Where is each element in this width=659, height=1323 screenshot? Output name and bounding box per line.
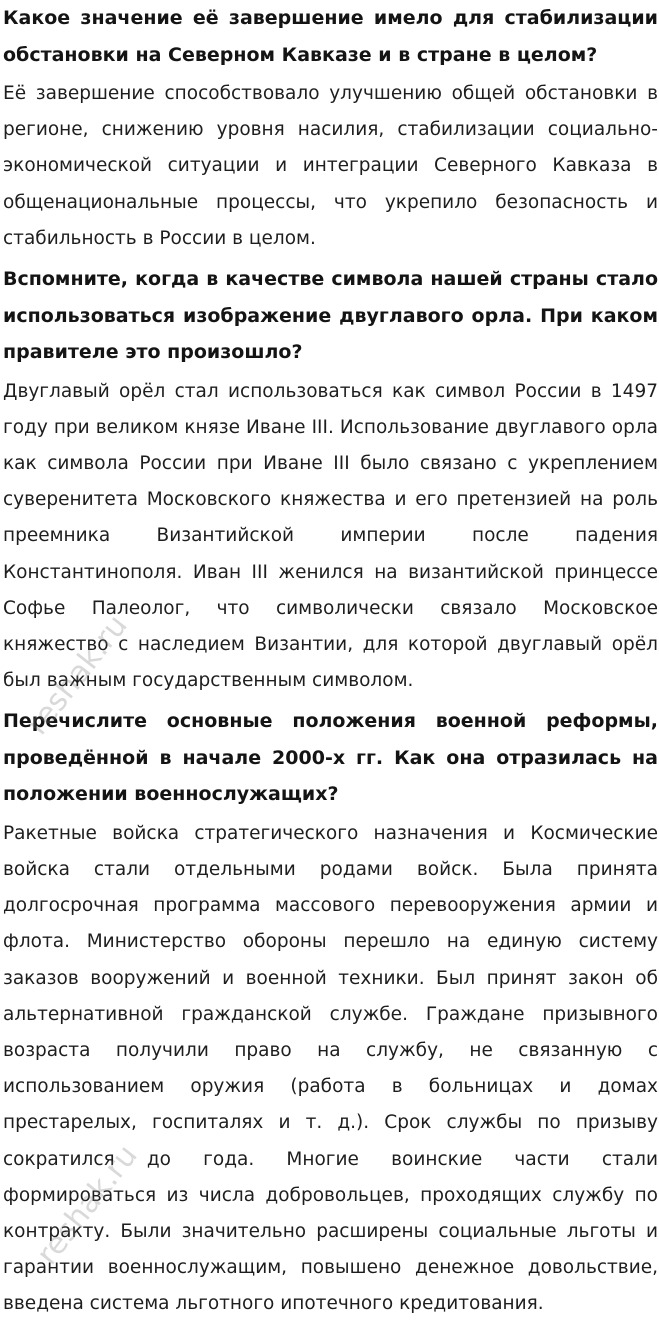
- question-heading-2: Вспомните, когда в качестве символа нашей страны стало использоваться изображение двуглавого орла. При каком правителе это произошло?: [3, 268, 658, 364]
- answer-paragraph-1: Её завершение способствовало улучшению общей обстановки в регионе, снижению уровня насилия, стабилизации социально-экономической ситуации и интеграции Северного Кавказа в общенациональные процессы, что укрепило безопасность и стабильность в России в целом.: [3, 83, 658, 249]
- watermark-2: reshak.ru: [30, 1138, 145, 1272]
- answer-paragraph-3: Ракетные войска стратегического назначения и Космические войска стали отдельными родами войск. Была принята долгосрочная программа массового перевооружения армии и флота. Министерство обороны перешло на единую систему заказов вооружений и военной техники. Был принят закон об альтернативной гражданской службе. Граждане призывного возраста получили право на службу, не связанную с использованием оружия (работа в больницах и домах престарелых, госпиталях и т. д.). Срок службы по призыву сократился до года. Многие воинские части стали формироваться из числа добровольцев, проходящих службу по контракту. Были значительно расширены социальные льготы и гарантии военнослужащим, повышено денежное довольствие, введена система льготного ипотечного кредитования.: [3, 822, 658, 1315]
- answer-paragraph-2: Двуглавый орёл стал использоваться как символ России в 1497 году при великом князе Иване III. Использование двуглавого орла как символа России при Иване III было связано с укреплением суверенитета Московского княжества и его претензией на роль преемника Византийской империи после падения Константинополя. Иван III женился на византийской принцессе Софье Палеолог, что символически связало Московское княжество с наследием Византии, для которой двуглавый орёл был важным государственным символом.: [3, 380, 658, 692]
- document-page: [3, 0, 658, 1323]
- question-heading-3: Перечислите основные положения военной реформы, проведённой в начале 2000-х гг. Как она отразилась на положении военнослужащих?: [3, 710, 658, 806]
- watermark-1: reshak.ru: [20, 608, 135, 742]
- question-heading-1: Какое значение её завершение имело для стабилизации обстановки на Северном Кавказе и в стране в целом?: [3, 7, 658, 66]
